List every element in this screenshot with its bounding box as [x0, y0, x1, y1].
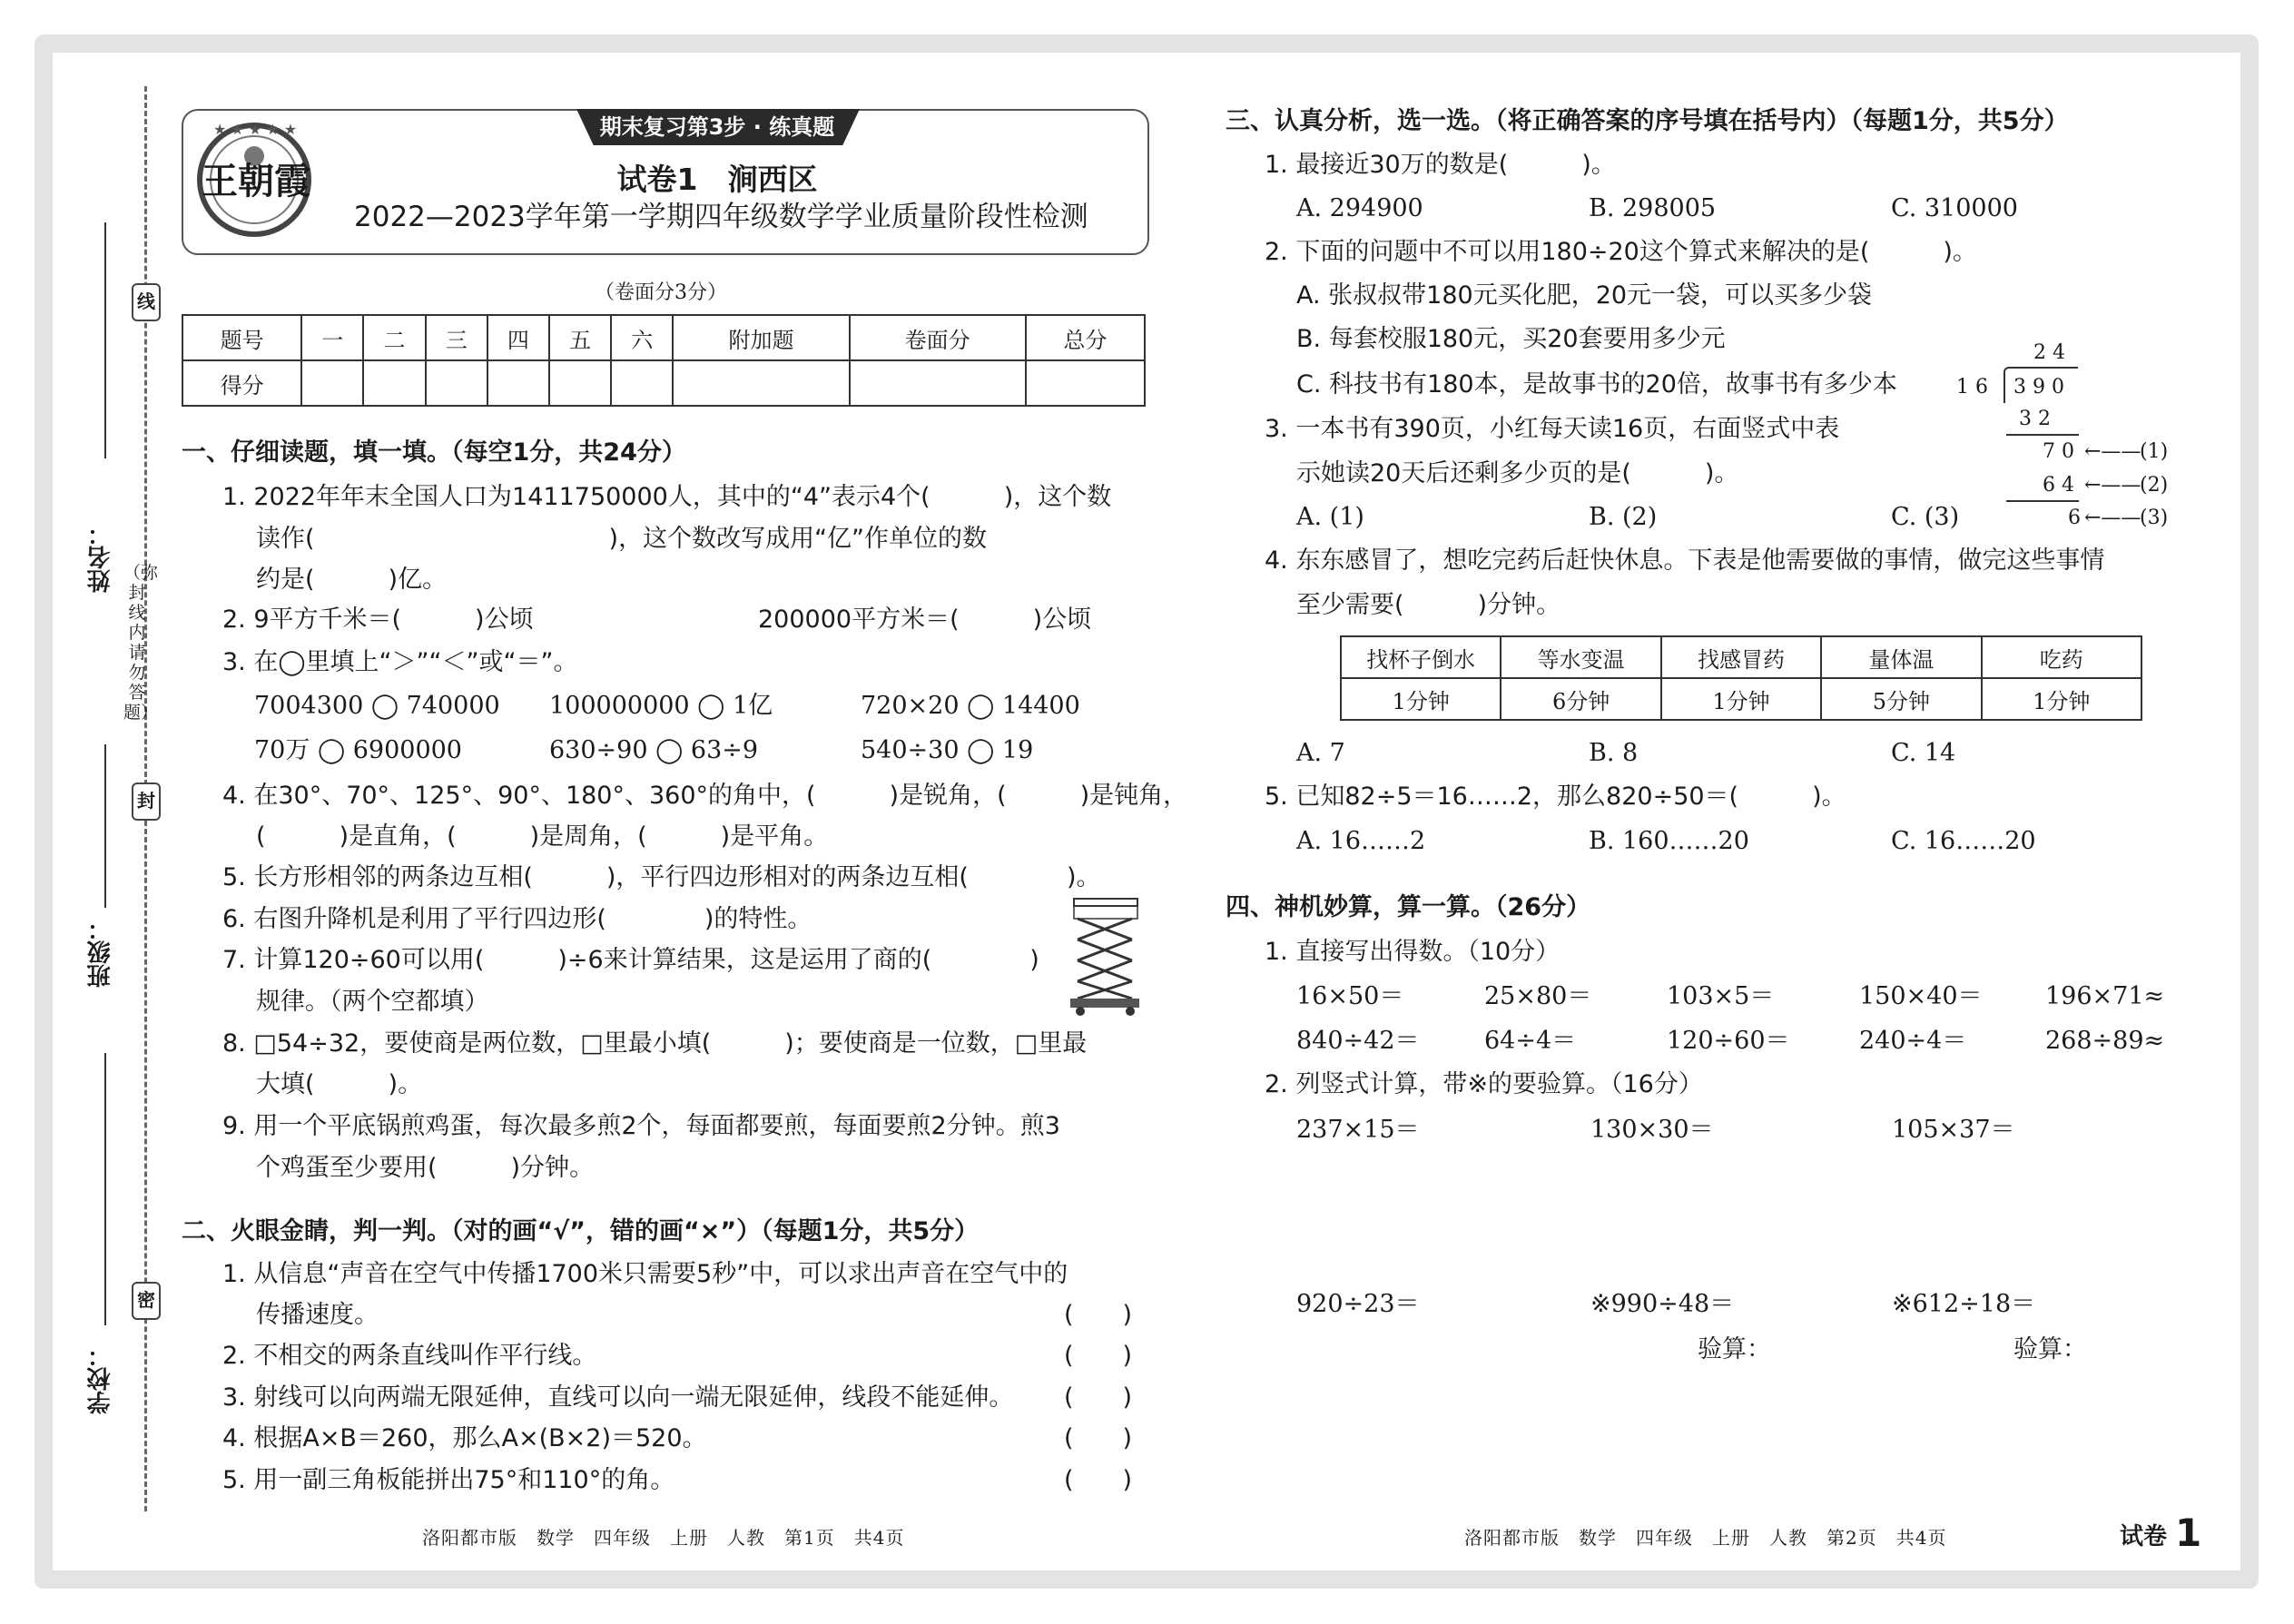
s1-q1-line3: 约是( )亿。 [256, 566, 448, 594]
answer-paren[interactable]: ( ) [1064, 1342, 1133, 1370]
oral-calc: 103×5＝ [1667, 982, 1775, 1010]
div-quotient: 2 4 [2033, 341, 2065, 364]
section3-title: 三、认真分析，选一选。（将正确答案的序号填在括号内）（每题1分，共5分） [1226, 107, 2069, 135]
answer-paren[interactable]: ( ) [1064, 1466, 1133, 1494]
time-cell: 1分钟 [1661, 678, 1821, 720]
score-header-cell: 卷面分 [850, 315, 1026, 360]
section4-title: 四、神机妙算，算一算。（26分） [1226, 893, 1591, 921]
div-remainder: 6 [2068, 507, 2081, 529]
oral-calc: 150×40＝ [1859, 982, 1983, 1010]
paper-badge-number: 1 [2175, 1511, 2202, 1555]
task-cell: 找感冒药 [1661, 636, 1821, 678]
s3-q3-option: A. (1) [1296, 503, 1364, 531]
answer-paren[interactable]: ( ) [1064, 1301, 1133, 1329]
s3-q1-option: C. 310000 [1891, 194, 2018, 222]
task-cell: 量体温 [1821, 636, 1981, 678]
s4-part1: 1. 直接写出得数。（10分） [1265, 938, 1561, 966]
div-divisor: 1 6 [1956, 376, 1988, 399]
div-line [2006, 500, 2079, 502]
s3-q5-option: B. 160……20 [1589, 827, 1749, 855]
s3-q1: 1. 最接近30万的数是( )。 [1265, 151, 1616, 179]
oral-calc: 240÷4＝ [1859, 1027, 1967, 1055]
s1-q1-line2: 读作( )，这个数改写成用“亿”作单位的数 [256, 525, 988, 553]
s1-q7-line1: 7. 计算120÷60可以用( )÷6来计算结果，这是运用了商的( ) [222, 946, 1039, 974]
score-header-cell: 六 [611, 315, 673, 360]
compare-item: 70万 ◯ 6900000 [254, 736, 462, 764]
s1-q2-b: 200000平方米＝( )公顷 [758, 605, 1092, 634]
s3-q5: 5. 已知82÷5＝16……2，那么820÷50＝( )。 [1265, 782, 1846, 811]
s3-q3-option: B. (2) [1589, 503, 1658, 531]
score-header-cell: 二 [363, 315, 425, 360]
s1-q4-line2: ( )是直角，( )是周角，( )是平角。 [256, 822, 829, 851]
score-cell[interactable] [426, 360, 487, 406]
s3-q4-line1: 4. 东东感冒了，想吃完药后赶快休息。下表是他需要做的事情，做完这些事情 [1265, 546, 2105, 575]
div-marker: (2) [2140, 474, 2169, 497]
written-calc: 237×15＝ [1296, 1116, 1420, 1144]
s1-q9-line1: 9. 用一个平底锅煎鸡蛋，每次最多煎2个，每面都要煎，每面要煎2分钟。煎3 [222, 1112, 1060, 1140]
check-label: 验算： [2013, 1335, 2087, 1363]
score-cell[interactable] [363, 360, 425, 406]
score-cell[interactable] [611, 360, 673, 406]
oral-calc: 64÷4＝ [1484, 1027, 1577, 1055]
arrow-icon: ←—— [2084, 440, 2141, 463]
s3-q4-option: A. 7 [1296, 739, 1345, 767]
footer-left: 洛阳都市版 数学 四年级 上册 人教 第1页 共4页 [422, 1527, 905, 1549]
s4-part2: 2. 列竖式计算，带※的要验算。（16分） [1265, 1070, 1703, 1098]
step-label: 期末复习第3步 · 练真题 [599, 114, 835, 140]
oral-calc: 16×50＝ [1296, 982, 1404, 1010]
s3-q2: 2. 下面的问题中不可以用180÷20这个算式来解决的是( )。 [1265, 238, 1977, 266]
section2-title: 二、火眼金睛，判一判。（对的画“√”，错的画“×”）（每题1分，共5分） [182, 1217, 980, 1245]
time-cell: 5分钟 [1821, 678, 1981, 720]
paper-badge-text: 试卷 [2120, 1523, 2168, 1550]
check-label: 验算： [1698, 1335, 1771, 1363]
s3-q1-option: B. 298005 [1589, 194, 1717, 222]
seal-note: （弥封线内请勿答题） [123, 563, 159, 723]
answer-paren[interactable]: ( ) [1064, 1383, 1133, 1412]
written-calc: ※990÷48＝ [1590, 1290, 1735, 1318]
score-cell[interactable] [549, 360, 611, 406]
name-underline [104, 222, 106, 458]
score-header-cell: 总分 [1026, 315, 1145, 360]
s2-q1-line2: 传播速度。 [256, 1301, 379, 1329]
s3-q4-option: C. 14 [1891, 739, 1956, 767]
arrow-icon: ←—— [2084, 474, 2141, 497]
s1-q9-line2: 个鸡蛋至少要用( )分钟。 [256, 1154, 595, 1182]
s1-q7-line2: 规律。（两个空都填） [256, 988, 489, 1016]
time-cell: 1分钟 [1341, 678, 1501, 720]
score-row-label: 得分 [182, 360, 301, 406]
score-header-cell: 一 [301, 315, 363, 360]
s1-q3: 3. 在◯里填上“＞”“＜”或“＝”。 [222, 648, 578, 676]
s3-q4-option: B. 8 [1589, 739, 1639, 767]
paper-title: 试卷1 涧西区 [616, 162, 818, 197]
s3-q3-line1: 3. 一本书有390页，小红每天读16页，右面竖式中表 [1265, 415, 1840, 443]
scissor-lift-image [1067, 894, 1144, 1017]
arrow-icon: ←—— [2084, 507, 2141, 529]
score-cell[interactable] [673, 360, 849, 406]
school-label: 学校： [87, 1343, 114, 1414]
compare-item: 630÷90 ◯ 63÷9 [549, 736, 759, 764]
written-calc: 130×30＝ [1590, 1116, 1714, 1144]
s3-q5-option: A. 16……2 [1296, 827, 1426, 855]
class-underline [104, 744, 106, 908]
compare-item: 100000000 ◯ 1亿 [549, 692, 773, 720]
oral-calc: 840÷42＝ [1296, 1027, 1420, 1055]
s3-q2-option-a: A. 张叔叔带180元买化肥，20元一袋，可以买多少袋 [1296, 281, 1873, 310]
logo-text: 王朝霞 [202, 160, 310, 202]
score-note: （卷面分3分） [595, 281, 727, 304]
oral-calc: 25×80＝ [1484, 982, 1592, 1010]
s1-q1-line1: 1. 2022年年末全国人口为1411750000人，其中的“4”表示4个( )，这个数 [222, 483, 1112, 511]
time-cell: 1分钟 [1982, 678, 2141, 720]
written-calc: 105×37＝ [1892, 1116, 2015, 1144]
time-cell: 6分钟 [1501, 678, 1660, 720]
score-header-cell: 四 [487, 315, 549, 360]
s3-q4-line2: 至少需要( )分钟。 [1296, 591, 1561, 619]
s3-q1-option: A. 294900 [1296, 194, 1423, 222]
score-header-cell: 五 [549, 315, 611, 360]
oral-calc: 196×71≈ [2045, 982, 2165, 1010]
seal-mark-mi: 密 [132, 1282, 161, 1320]
div-step: 3 2 [2019, 408, 2051, 430]
s1-q6: 6. 右图升降机是利用了平行四边形( )的特性。 [222, 905, 812, 933]
oral-calc: 120÷60＝ [1667, 1027, 1790, 1055]
s1-q4-line1: 4. 在30°、70°、125°、90°、180°、360°的角中，( )是锐角，( )是钝角， [222, 782, 1188, 810]
score-cell[interactable] [850, 360, 1026, 406]
answer-paren[interactable]: ( ) [1064, 1424, 1133, 1452]
task-cell: 吃药 [1982, 636, 2141, 678]
written-calc: 920÷23＝ [1296, 1290, 1420, 1318]
score-header-cell: 题号 [182, 315, 301, 360]
class-label: 班级： [87, 917, 114, 988]
s3-q2-option-c: C. 科技书有180本，是故事书的20倍，故事书有多少本 [1296, 370, 1897, 399]
school-underline [104, 1053, 106, 1325]
div-line [2006, 434, 2079, 436]
score-header-cell: 三 [426, 315, 487, 360]
compare-item: 540÷30 ◯ 19 [861, 736, 1034, 764]
score-cell[interactable] [1026, 360, 1145, 406]
written-calc: ※612÷18＝ [1892, 1290, 2036, 1318]
div-marker: (3) [2140, 507, 2169, 529]
svg-text:★ ★ ★ ★ ★: ★ ★ ★ ★ ★ [213, 121, 298, 138]
s2-q1-line1: 1. 从信息“声音在空气中传播1700米只需要5秒”中，可以求出声音在空气中的 [222, 1260, 1068, 1288]
oral-calc: 268÷89≈ [2045, 1027, 2165, 1055]
section1-title: 一、仔细读题，填一填。（每空1分，共24分） [182, 438, 686, 467]
s3-q2-option-b: B. 每套校服180元，买20套要用多少元 [1296, 325, 1726, 353]
task-cell: 等水变温 [1501, 636, 1660, 678]
task-table [1340, 635, 2142, 721]
div-marker: (1) [2140, 440, 2169, 463]
s1-q8-line2: 大填( )。 [256, 1070, 423, 1098]
div-remainder: 7 0 [2043, 440, 2074, 463]
score-cell[interactable] [487, 360, 549, 406]
compare-item: 720×20 ◯ 14400 [861, 692, 1080, 720]
score-cell[interactable] [301, 360, 363, 406]
s2-q2: 2. 不相交的两条直线叫作平行线。 [222, 1342, 597, 1370]
s1-q5: 5. 长方形相邻的两条边互相( )，平行四边形相对的两条边互相( )。 [222, 863, 1101, 891]
s1-q8-line1: 8. □54÷32，要使商是两位数，□里最小填( )；要使商是一位数，□里最 [222, 1029, 1088, 1058]
s2-q4: 4. 根据A×B＝260，那么A×(B×2)＝520。 [222, 1424, 707, 1452]
div-step: 6 4 [2043, 474, 2074, 497]
s3-q3-line2: 示她读20天后还剩多少页的是( )。 [1296, 459, 1739, 487]
footer-right: 洛阳都市版 数学 四年级 上册 人教 第2页 共4页 [1464, 1527, 1947, 1549]
score-header-cell: 附加题 [673, 315, 849, 360]
compare-item: 7004300 ◯ 740000 [254, 692, 500, 720]
s2-q3: 3. 射线可以向两端无限延伸，直线可以向一端无限延伸，线段不能延伸。 [222, 1383, 1014, 1412]
name-label: 姓名： [87, 522, 114, 593]
task-cell: 找杯子倒水 [1341, 636, 1501, 678]
s2-q5: 5. 用一副三角板能拼出75°和110°的角。 [222, 1466, 675, 1494]
s3-q3-option: C. (3) [1891, 503, 1960, 531]
seal-mark-xian: 线 [132, 283, 161, 321]
s1-q2-a: 2. 9平方千米＝( )公顷 [222, 605, 534, 634]
s3-q5-option: C. 16……20 [1891, 827, 2036, 855]
paper-subtitle: 2022—2023学年第一学期四年级数学学业质量阶段性检测 [354, 201, 1088, 233]
seal-mark-feng: 封 [132, 782, 161, 821]
div-dividend: 3 9 0 [2013, 376, 2064, 399]
score-table [182, 314, 1146, 407]
